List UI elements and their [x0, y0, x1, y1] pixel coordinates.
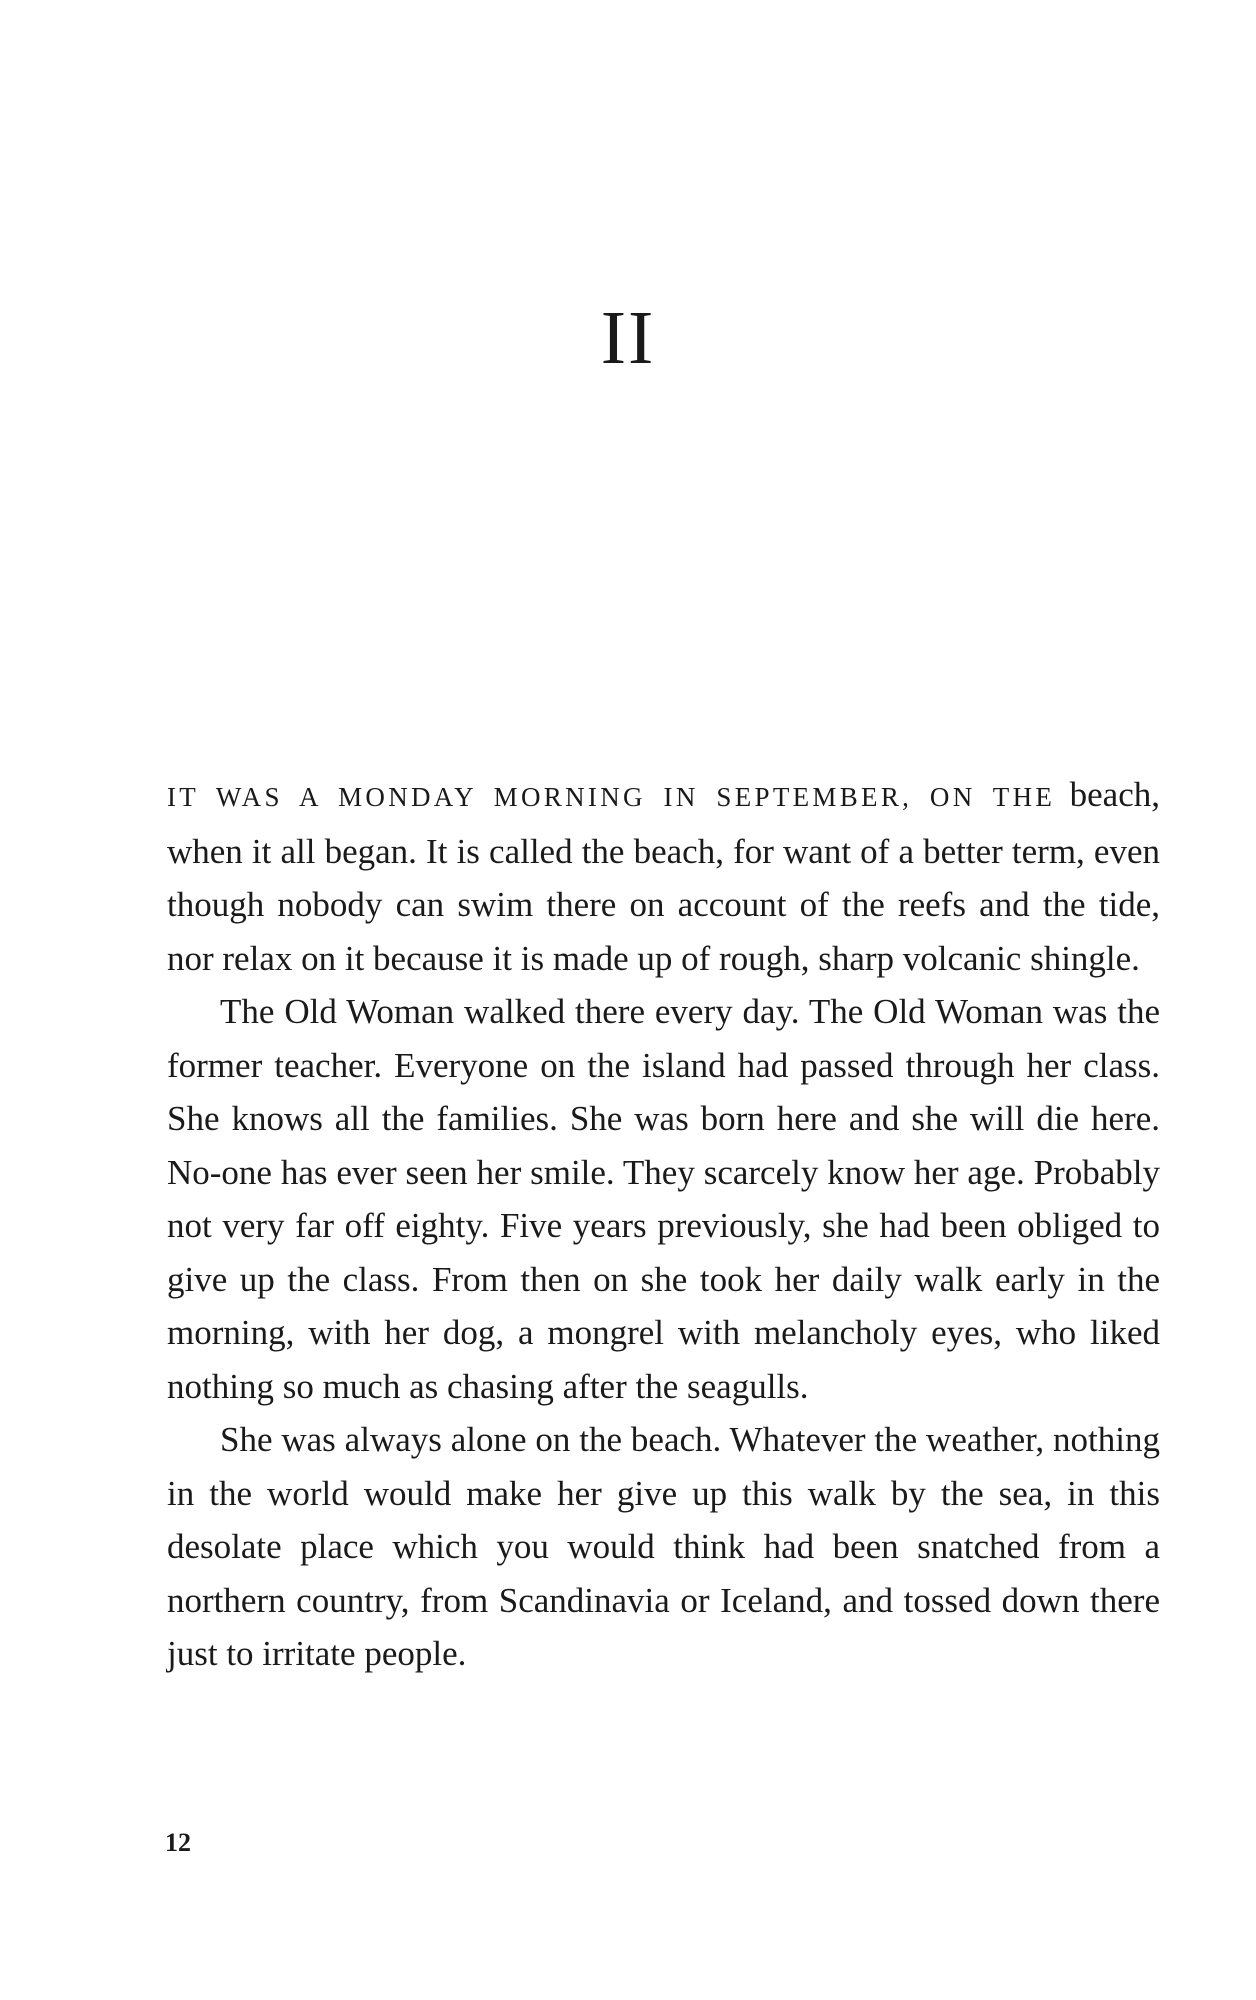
paragraph-3 [167, 1413, 1160, 1681]
opening-small-caps: IT WAS A MONDAY MORNING IN SEPTEMBER, ON THE [167, 782, 1056, 812]
chapter-number: II [600, 296, 656, 380]
paragraph-3-text: She was always alone on the beach. Whatever the weather, nothing in the world would make her give up this walk by the sea, in this desolate place which you would think had been snatched from a northern country, from Scandinavia or Iceland, and tossed down there just to irritate people. [167, 1420, 1160, 1673]
paragraph-1 [167, 768, 1160, 985]
chapter-body [167, 768, 1160, 1681]
paragraph-2-text: The Old Woman walked there every day. The Old Woman was the former teacher. Everyone on the island had passed through her class. She knows all the families. She was born here and she will die here. No-one has ever seen her smile. They scarcely know her age. Probably not very far off eighty. Five years previously, she had been obliged to give up the class. From then on she took her daily walk early in the morning, with her dog, a mongrel with melancholy eyes, who liked nothing so much as chasing after the seagulls. [167, 992, 1160, 1406]
paragraph-2 [167, 985, 1160, 1413]
page-number: 12 [165, 1828, 191, 1857]
paragraph-1-text: beach, when it all began. It is called the beach, for want of a better term, even though nobody can swim there on account of the reefs and the tide, nor relax on it because it is made up of rough, sharp volcanic shingle. [167, 775, 1160, 978]
